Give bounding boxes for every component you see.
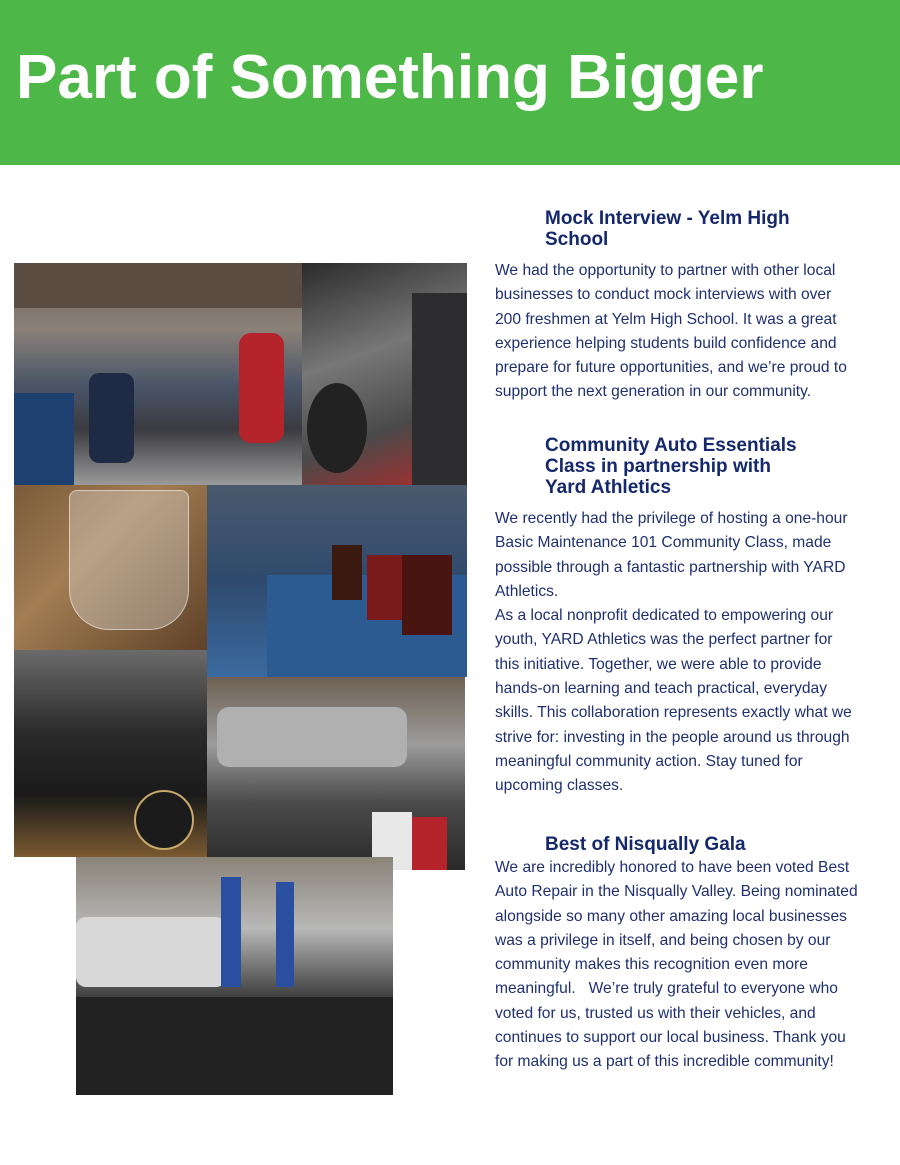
photo-detail [69,490,189,630]
photo-detail [76,917,226,987]
heading-line: School [545,229,609,250]
body-line: hands-on learning and teach practical, everyday [495,680,828,698]
photo-detail [276,882,294,987]
photo-detail [217,707,407,767]
heading-line: Mock Interview - Yelm High [545,208,790,229]
photo-fluid-jars [207,485,467,677]
photo-detail [76,997,393,1095]
body-line: We recently had the privilege of hosting a one-hour [495,510,848,527]
photo-award-glass [14,485,207,650]
photo-gala-group [14,650,207,857]
section-heading-community-auto-class [545,435,875,498]
body-line: for making us a part of this incredible community! [495,1053,834,1071]
photo-brake-inspection [302,263,467,485]
body-line: continues to support our local business. Thank you [495,1029,846,1047]
heading-line: Yard Athletics [545,477,672,498]
heading-line: Best of Nisqually Gala [545,834,746,855]
photo-car-on-lift [207,677,465,870]
body-line: voted for us, trusted us with their vehicles, and [495,1004,816,1022]
photo-detail [307,383,367,473]
body-line: 200 freshmen at Yelm High School. It was a great [495,310,837,328]
photo-detail [367,555,402,620]
body-line: community makes this recognition even more [495,956,808,974]
photo-detail [134,790,194,850]
section-heading-nisqually-gala [545,834,875,855]
heading-line: Community Auto Essentials [545,435,797,456]
body-line: strive for: investing in the people around us through [495,728,850,746]
heading-line: Class in partnership with [545,456,771,477]
body-line: upcoming classes. [495,777,624,795]
section-body-mock-interview [495,259,890,405]
body-line: meaningful community action. Stay tuned for [495,752,803,770]
page-title: Part of Something Bigger [16,43,764,112]
body-line: prepare for future opportunities, and we’re proud to [495,359,847,377]
body-line: experience helping students build confidence and [495,334,837,352]
body-line: this initiative. Together, we were able to provide [495,655,822,673]
body-line: As a local nonprofit dedicated to empowering our [495,607,834,625]
photo-detail [412,817,447,870]
body-line: We are incredibly honored to have been voted Best [495,859,850,876]
photo-students-engine-bay [76,857,393,1095]
body-line: support the next generation in our community. [495,383,812,401]
body-line: possible through a fantastic partnership with YARD [495,558,846,576]
photo-detail [89,373,134,463]
section-body-community-auto-class [495,507,890,799]
body-line: youth, YARD Athletics was the perfect partner for [495,631,833,649]
photo-detail [14,263,302,308]
body-line: skills. This collaboration represents exactly what we [495,704,852,722]
photo-detail [412,293,467,485]
photo-detail [332,545,362,600]
body-line: meaningful. We’re truly grateful to everyone who [495,980,838,998]
photo-detail [239,333,284,443]
body-line: Athletics. [495,582,559,600]
body-line: We had the opportunity to partner with other local [495,262,836,279]
header-banner [0,0,900,165]
photo-detail [14,393,74,485]
body-line: Basic Maintenance 101 Community Class, made [495,534,832,552]
body-line: Auto Repair in the Nisqually Valley. Being nominated [495,883,858,901]
body-line: alongside so many other amazing local businesses [495,907,847,925]
photo-shop-students-tire [14,263,302,485]
section-heading-mock-interview [545,208,875,250]
photo-detail [402,555,452,635]
section-body-nisqually-gala [495,856,890,1075]
photo-detail [221,877,241,987]
body-line: businesses to conduct mock interviews with over [495,286,832,304]
body-line: was a privilege in itself, and being chosen by our [495,931,831,949]
